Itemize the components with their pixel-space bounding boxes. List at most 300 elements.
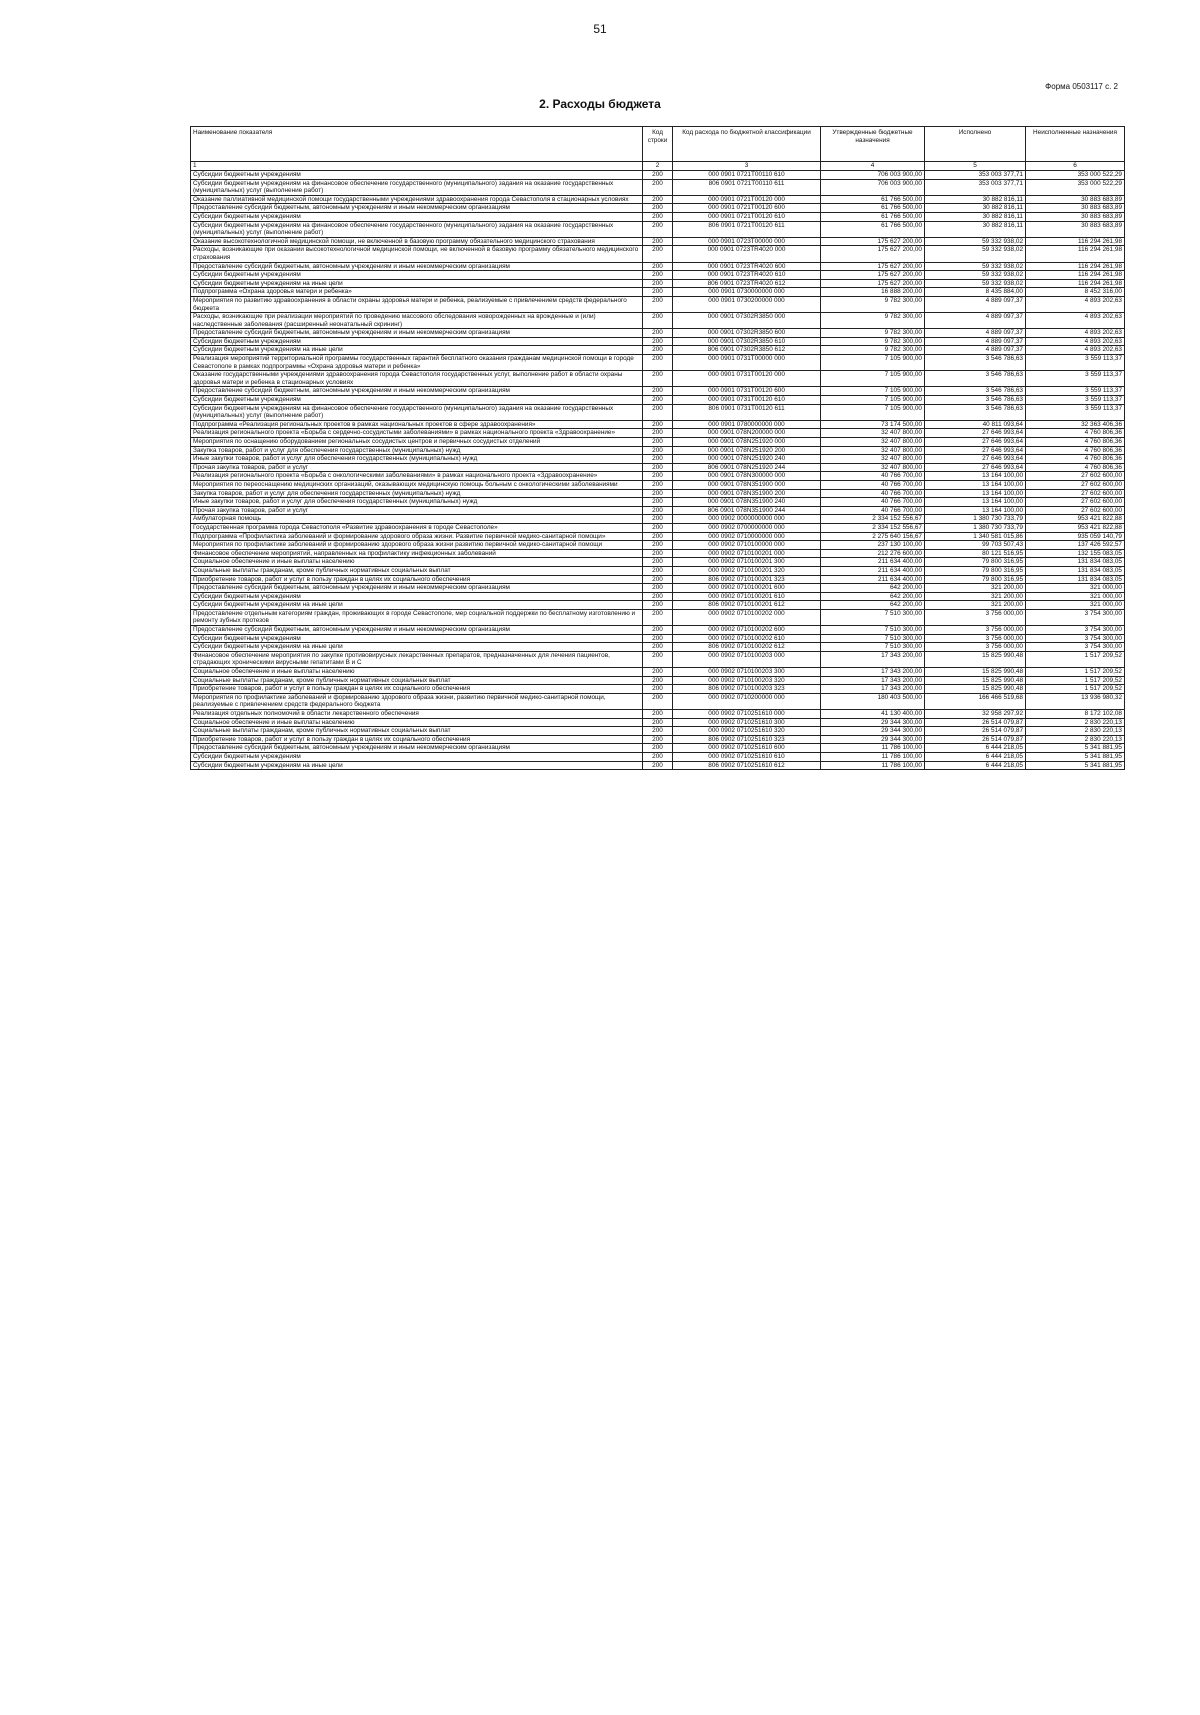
table-row	[191, 171, 1125, 180]
row-unexecuted-amount: 27 602 600,00	[1026, 506, 1125, 515]
column-number: 4	[821, 162, 925, 171]
row-executed-amount: 99 703 507,43	[925, 541, 1026, 550]
row-approved-amount: 7 510 300,00	[821, 634, 925, 643]
row-approved-amount: 40 766 700,00	[821, 506, 925, 515]
row-executed-amount: 27 646 993,64	[925, 455, 1026, 464]
row-classification-code: 806 0901 078N351900 244	[673, 506, 821, 515]
row-unexecuted-amount: 953 421 822,88	[1026, 515, 1125, 524]
table-row	[191, 685, 1125, 694]
row-approved-amount: 9 782 300,00	[821, 329, 925, 338]
row-approved-amount: 7 105 900,00	[821, 355, 925, 371]
row-unexecuted-amount: 131 834 083,05	[1026, 575, 1125, 584]
row-executed-amount: 59 332 938,02	[925, 246, 1026, 262]
row-unexecuted-amount: 3 559 113,37	[1026, 396, 1125, 405]
row-executed-amount: 3 546 786,63	[925, 396, 1026, 405]
row-line-code: 200	[643, 337, 673, 346]
row-name: Расходы, возникающие при реализации мероприятий по проведению массового обследования новорожденных на врожденные и (или) наследственные заболевания (расширенный неонатальный скрининг)	[191, 313, 643, 329]
row-executed-amount: 32 958 297,92	[925, 710, 1026, 719]
table-row	[191, 643, 1125, 652]
table-row	[191, 566, 1125, 575]
row-executed-amount: 3 546 786,63	[925, 404, 1026, 420]
row-classification-code: 000 0901 0731Т00000 000	[673, 355, 821, 371]
row-unexecuted-amount: 4 893 202,63	[1026, 346, 1125, 355]
row-name: Социальные выплаты гражданам, кроме публичных нормативных социальных выплат	[191, 676, 643, 685]
row-line-code: 200	[643, 515, 673, 524]
row-line-code: 200	[643, 404, 673, 420]
row-name: Иные закупки товаров, работ и услуг для обеспечения государственных (муниципальных) нужд	[191, 498, 643, 507]
row-approved-amount: 7 105 900,00	[821, 404, 925, 420]
row-name: Мероприятия по оснащению оборудованием региональных сосудистых центров и первичных сосудистых отделений	[191, 438, 643, 447]
row-classification-code: 806 0901 078N251920 244	[673, 463, 821, 472]
row-line-code: 200	[643, 558, 673, 567]
row-unexecuted-amount: 2 830 220,13	[1026, 718, 1125, 727]
row-classification-code: 000 0901 078N351900 000	[673, 480, 821, 489]
row-approved-amount: 17 343 200,00	[821, 676, 925, 685]
row-classification-code: 000 0902 0710251610 320	[673, 727, 821, 736]
table-row	[191, 668, 1125, 677]
table-row	[191, 355, 1125, 371]
row-name: Субсидии бюджетным учреждениям	[191, 592, 643, 601]
row-unexecuted-amount: 5 341 881,95	[1026, 744, 1125, 753]
row-line-code: 200	[643, 387, 673, 396]
row-approved-amount: 706 003 900,00	[821, 179, 925, 195]
row-classification-code: 000 0902 0710100202 600	[673, 626, 821, 635]
row-classification-code: 000 0901 0721Т00120 000	[673, 195, 821, 204]
row-executed-amount: 3 756 000,00	[925, 626, 1026, 635]
row-unexecuted-amount: 4 760 806,36	[1026, 429, 1125, 438]
table-row	[191, 429, 1125, 438]
row-classification-code: 000 0901 07302R3850 000	[673, 313, 821, 329]
row-approved-amount: 61 766 500,00	[821, 212, 925, 221]
row-line-code: 200	[643, 313, 673, 329]
row-unexecuted-amount: 116 294 261,98	[1026, 271, 1125, 280]
row-classification-code: 000 0902 0710251610 300	[673, 718, 821, 727]
row-name: Прочая закупка товаров, работ и услуг	[191, 463, 643, 472]
row-name: Закупка товаров, работ и услуг для обеспечения государственных (муниципальных) нужд	[191, 489, 643, 498]
row-unexecuted-amount: 4 893 202,63	[1026, 337, 1125, 346]
table-row	[191, 584, 1125, 593]
row-name: Субсидии бюджетным учреждениям	[191, 337, 643, 346]
row-classification-code: 806 0902 0710251610 612	[673, 761, 821, 770]
row-name: Мероприятия по развитию здравоохранения в области охраны здоровья матери и ребенка, реализуемые с привлечением средств федерального бюджета	[191, 296, 643, 312]
row-approved-amount: 29 344 300,00	[821, 735, 925, 744]
column-number: 5	[925, 162, 1026, 171]
row-name: Субсидии бюджетным учреждениям	[191, 634, 643, 643]
row-unexecuted-amount: 27 602 600,00	[1026, 489, 1125, 498]
row-line-code: 200	[643, 480, 673, 489]
row-name: Финансовое обеспечение мероприятий, направленных на профилактику инфекционных заболеваний	[191, 549, 643, 558]
row-name: Приобретение товаров, работ и услуг в пользу граждан в целях их социального обеспечения	[191, 735, 643, 744]
row-executed-amount: 79 800 316,95	[925, 558, 1026, 567]
row-line-code: 200	[643, 288, 673, 297]
row-line-code: 200	[643, 761, 673, 770]
row-name: Социальные выплаты гражданам, кроме публичных нормативных социальных выплат	[191, 566, 643, 575]
row-name: Предоставление субсидий бюджетным, автономным учреждениям и иным некоммерческим организациям	[191, 262, 643, 271]
row-classification-code: 000 0902 0710251610 000	[673, 710, 821, 719]
row-approved-amount: 212 276 600,00	[821, 549, 925, 558]
table-row	[191, 718, 1125, 727]
row-classification-code: 000 0902 0710100201 320	[673, 566, 821, 575]
row-unexecuted-amount: 935 059 140,79	[1026, 532, 1125, 541]
table-row	[191, 727, 1125, 736]
row-executed-amount: 8 435 884,00	[925, 288, 1026, 297]
row-line-code: 200	[643, 237, 673, 246]
row-executed-amount: 40 811 093,64	[925, 420, 1026, 429]
row-classification-code: 000 0902 0710100202 610	[673, 634, 821, 643]
row-name: Закупка товаров, работ и услуг для обеспечения государственных (муниципальных) нужд	[191, 446, 643, 455]
row-executed-amount: 27 646 993,64	[925, 429, 1026, 438]
row-executed-amount: 3 756 000,00	[925, 609, 1026, 625]
row-name: Реализация регионального проекта «Борьба с сердечно-сосудистыми заболеваниями» в рамках национального проекта «Здравоохранение»	[191, 429, 643, 438]
row-classification-code: 000 0901 078N251920 200	[673, 446, 821, 455]
table-row	[191, 710, 1125, 719]
row-name: Реализация регионального проекта «Борьба с онкологическими заболеваниями» в рамках национального проекта «Здравоохранение»	[191, 472, 643, 481]
row-executed-amount: 80 121 516,95	[925, 549, 1026, 558]
table-row	[191, 735, 1125, 744]
row-approved-amount: 9 782 300,00	[821, 313, 925, 329]
row-name: Оказание паллиативной медицинской помощи государственными учреждениями здравоохранения города Севастополя в стационарных условиях	[191, 195, 643, 204]
table-header-row	[191, 127, 1125, 162]
row-executed-amount: 26 514 079,87	[925, 718, 1026, 727]
row-name: Субсидии бюджетным учреждениям на финансовое обеспечение государственного (муниципального) задания на оказание государственных (муниципальных) услуг (выполнение работ)	[191, 404, 643, 420]
table-row	[191, 558, 1125, 567]
row-line-code: 200	[643, 420, 673, 429]
table-row	[191, 592, 1125, 601]
row-executed-amount: 79 800 316,95	[925, 566, 1026, 575]
row-line-code: 200	[643, 204, 673, 213]
row-classification-code: 000 0901 07302R3850 600	[673, 329, 821, 338]
column-header-approved: Утвержденные бюджетные назначения	[821, 127, 925, 162]
row-approved-amount: 706 003 900,00	[821, 171, 925, 180]
row-executed-amount: 3 546 786,63	[925, 355, 1026, 371]
row-classification-code: 000 0902 0710100202 000	[673, 609, 821, 625]
row-executed-amount: 6 444 218,05	[925, 744, 1026, 753]
row-line-code: 200	[643, 195, 673, 204]
table-row	[191, 212, 1125, 221]
row-classification-code: 806 0901 07302R3850 612	[673, 346, 821, 355]
row-approved-amount: 175 627 200,00	[821, 262, 925, 271]
row-unexecuted-amount: 3 754 300,00	[1026, 609, 1125, 625]
row-approved-amount: 29 344 300,00	[821, 727, 925, 736]
row-name: Оказание высокотехнологичной медицинской помощи, не включенной в базовую программу обязательного медицинского страхования	[191, 237, 643, 246]
row-unexecuted-amount: 30 883 683,89	[1026, 212, 1125, 221]
table-row	[191, 651, 1125, 667]
row-executed-amount: 166 466 519,68	[925, 693, 1026, 709]
column-header-line-code: Код строки	[643, 127, 673, 162]
row-classification-code: 806 0901 0721Т00120 611	[673, 221, 821, 237]
row-classification-code: 000 0901 0731Т00120 600	[673, 387, 821, 396]
row-approved-amount: 73 174 500,00	[821, 420, 925, 429]
row-executed-amount: 4 889 097,37	[925, 313, 1026, 329]
row-line-code: 200	[643, 438, 673, 447]
row-name: Мероприятия по профилактике заболеваний и формированию здорового образа жизни развитию первичной медико-санитарной помощи	[191, 541, 643, 550]
row-approved-amount: 7 105 900,00	[821, 396, 925, 405]
row-unexecuted-amount: 8 452 316,00	[1026, 288, 1125, 297]
row-classification-code: 000 0902 0710100203 000	[673, 651, 821, 667]
table-row	[191, 221, 1125, 237]
table-row	[191, 752, 1125, 761]
table-row	[191, 455, 1125, 464]
row-classification-code: 000 0901 0723Т00000 000	[673, 237, 821, 246]
row-approved-amount: 9 782 300,00	[821, 296, 925, 312]
row-unexecuted-amount: 4 760 806,36	[1026, 463, 1125, 472]
row-name: Предоставление субсидий бюджетным, автономным учреждениям и иным некоммерческим организациям	[191, 584, 643, 593]
row-classification-code: 000 0901 0730000000 000	[673, 288, 821, 297]
row-line-code: 200	[643, 396, 673, 405]
table-row	[191, 262, 1125, 271]
row-executed-amount: 6 444 218,05	[925, 761, 1026, 770]
row-classification-code: 806 0902 0710100202 612	[673, 643, 821, 652]
row-approved-amount: 32 407 800,00	[821, 446, 925, 455]
row-unexecuted-amount: 116 294 261,98	[1026, 262, 1125, 271]
row-approved-amount: 175 627 200,00	[821, 271, 925, 280]
row-approved-amount: 7 510 300,00	[821, 626, 925, 635]
row-classification-code: 000 0901 078N351900 240	[673, 498, 821, 507]
row-line-code: 200	[643, 446, 673, 455]
row-executed-amount: 321 200,00	[925, 584, 1026, 593]
row-executed-amount: 27 646 993,64	[925, 446, 1026, 455]
row-executed-amount: 30 882 816,11	[925, 221, 1026, 237]
row-name: Социальное обеспечение и иные выплаты населению	[191, 558, 643, 567]
row-name: Подпрограмма «Охрана здоровья матери и ребенка»	[191, 288, 643, 297]
table-row	[191, 498, 1125, 507]
table-row	[191, 346, 1125, 355]
row-classification-code: 000 0902 0710251610 610	[673, 752, 821, 761]
row-approved-amount: 2 334 152 556,67	[821, 523, 925, 532]
table-row	[191, 296, 1125, 312]
row-classification-code: 000 0901 078N251920 000	[673, 438, 821, 447]
row-executed-amount: 321 200,00	[925, 601, 1026, 610]
row-executed-amount: 27 646 993,64	[925, 463, 1026, 472]
row-classification-code: 000 0902 0710100203 320	[673, 676, 821, 685]
column-number: 2	[643, 162, 673, 171]
row-name: Предоставление субсидий бюджетным, автономным учреждениям и иным некоммерческим организациям	[191, 204, 643, 213]
row-unexecuted-amount: 953 421 822,88	[1026, 523, 1125, 532]
table-row	[191, 626, 1125, 635]
table-row	[191, 371, 1125, 387]
expenses-table	[190, 126, 1125, 770]
row-name: Государственная программа города Севастополя «Развитие здравоохранения в городе Севастополе»	[191, 523, 643, 532]
row-executed-amount: 1 380 730 733,79	[925, 515, 1026, 524]
row-approved-amount: 32 407 800,00	[821, 463, 925, 472]
table-row	[191, 523, 1125, 532]
row-approved-amount: 175 627 200,00	[821, 246, 925, 262]
row-classification-code: 806 0901 0723ТR4020 612	[673, 279, 821, 288]
row-executed-amount: 27 646 993,64	[925, 438, 1026, 447]
row-name: Субсидии бюджетным учреждениям на иные цели	[191, 346, 643, 355]
row-executed-amount: 15 825 990,48	[925, 676, 1026, 685]
row-line-code: 200	[643, 489, 673, 498]
table-row	[191, 204, 1125, 213]
row-line-code: 200	[643, 371, 673, 387]
row-name: Прочая закупка товаров, работ и услуг	[191, 506, 643, 515]
row-line-code: 200	[643, 575, 673, 584]
row-approved-amount: 29 344 300,00	[821, 718, 925, 727]
row-unexecuted-amount: 116 294 261,98	[1026, 246, 1125, 262]
row-line-code: 200	[643, 584, 673, 593]
table-row	[191, 404, 1125, 420]
table-row	[191, 396, 1125, 405]
row-unexecuted-amount: 4 893 202,63	[1026, 313, 1125, 329]
row-name: Реализация отдельных полномочий в области лекарственного обеспечения	[191, 710, 643, 719]
table-row	[191, 480, 1125, 489]
row-classification-code: 000 0901 0721Т00120 600	[673, 204, 821, 213]
row-name: Субсидии бюджетным учреждениям на иные цели	[191, 601, 643, 610]
row-executed-amount: 13 164 100,00	[925, 506, 1026, 515]
row-executed-amount: 26 514 079,87	[925, 727, 1026, 736]
row-approved-amount: 41 130 400,00	[821, 710, 925, 719]
row-unexecuted-amount: 4 760 806,36	[1026, 455, 1125, 464]
row-executed-amount: 1 340 581 015,86	[925, 532, 1026, 541]
row-approved-amount: 61 766 500,00	[821, 204, 925, 213]
row-name: Субсидии бюджетным учреждениям на иные цели	[191, 279, 643, 288]
row-unexecuted-amount: 2 830 220,13	[1026, 735, 1125, 744]
row-approved-amount: 11 786 100,00	[821, 761, 925, 770]
row-executed-amount: 59 332 938,02	[925, 262, 1026, 271]
row-line-code: 200	[643, 455, 673, 464]
row-name: Мероприятия по профилактике заболеваний и формированию здорового образа жизни, развитию первичной медико-санитарной помощи, реализуемые с привлечением средств федерального бюджета	[191, 693, 643, 709]
table-row	[191, 515, 1125, 524]
row-classification-code: 806 0902 0710251610 323	[673, 735, 821, 744]
row-unexecuted-amount: 30 883 683,89	[1026, 204, 1125, 213]
row-executed-amount: 321 200,00	[925, 592, 1026, 601]
row-executed-amount: 13 164 100,00	[925, 472, 1026, 481]
row-executed-amount: 353 003 377,71	[925, 179, 1026, 195]
row-name: Оказание государственными учреждениями здравоохранения города Севастополя государственных услуг, выполнение работ в области охраны здоровья матери и ребенка в стационарных условиях	[191, 371, 643, 387]
row-approved-amount: 2 334 152 556,67	[821, 515, 925, 524]
row-approved-amount: 32 407 800,00	[821, 438, 925, 447]
table-row	[191, 761, 1125, 770]
row-line-code: 200	[643, 246, 673, 262]
row-line-code: 200	[643, 643, 673, 652]
row-executed-amount: 6 444 218,05	[925, 752, 1026, 761]
row-approved-amount: 7 105 900,00	[821, 371, 925, 387]
row-line-code: 200	[643, 463, 673, 472]
row-classification-code: 000 0901 0730200000 000	[673, 296, 821, 312]
row-executed-amount: 4 889 097,37	[925, 329, 1026, 338]
row-unexecuted-amount: 3 559 113,37	[1026, 387, 1125, 396]
row-classification-code: 806 0901 0731Т00120 611	[673, 404, 821, 420]
row-line-code: 200	[643, 549, 673, 558]
row-executed-amount: 79 800 316,95	[925, 575, 1026, 584]
row-name: Предоставление субсидий бюджетным, автономным учреждениям и иным некоммерческим организациям	[191, 744, 643, 753]
table-row	[191, 179, 1125, 195]
row-line-code: 200	[643, 429, 673, 438]
row-executed-amount: 3 546 786,63	[925, 387, 1026, 396]
row-approved-amount: 61 766 500,00	[821, 195, 925, 204]
row-approved-amount: 175 627 200,00	[821, 237, 925, 246]
row-executed-amount: 3 546 786,63	[925, 371, 1026, 387]
row-line-code: 200	[643, 329, 673, 338]
row-classification-code: 000 0902 0710100000 000	[673, 541, 821, 550]
table-row	[191, 676, 1125, 685]
row-line-code: 200	[643, 634, 673, 643]
row-unexecuted-amount: 3 754 300,00	[1026, 634, 1125, 643]
row-classification-code: 000 0902 0710251610 600	[673, 744, 821, 753]
row-name: Приобретение товаров, работ и услуг в пользу граждан в целях их социального обеспечения	[191, 685, 643, 694]
row-line-code: 200	[643, 541, 673, 550]
table-row	[191, 420, 1125, 429]
row-unexecuted-amount: 1 517 209,52	[1026, 651, 1125, 667]
row-line-code: 200	[643, 676, 673, 685]
row-line-code: 200	[643, 735, 673, 744]
table-row	[191, 601, 1125, 610]
row-unexecuted-amount: 3 754 300,00	[1026, 643, 1125, 652]
row-executed-amount: 15 825 990,48	[925, 685, 1026, 694]
row-unexecuted-amount: 27 602 600,00	[1026, 480, 1125, 489]
row-classification-code: 000 0902 0710100201 610	[673, 592, 821, 601]
page-title: 2. Расходы бюджета	[539, 97, 661, 111]
row-unexecuted-amount: 116 294 261,98	[1026, 279, 1125, 288]
row-executed-amount: 30 882 816,11	[925, 204, 1026, 213]
row-approved-amount: 17 343 200,00	[821, 685, 925, 694]
row-unexecuted-amount: 321 000,00	[1026, 584, 1125, 593]
row-executed-amount: 4 889 097,37	[925, 296, 1026, 312]
row-line-code: 200	[643, 506, 673, 515]
row-line-code: 200	[643, 262, 673, 271]
row-classification-code: 000 0901 078N300000 000	[673, 472, 821, 481]
row-name: Субсидии бюджетным учреждениям на иные цели	[191, 761, 643, 770]
row-executed-amount: 59 332 938,02	[925, 279, 1026, 288]
row-classification-code: 000 0901 0723ТR4020 610	[673, 271, 821, 280]
row-unexecuted-amount: 321 000,00	[1026, 592, 1125, 601]
row-classification-code: 000 0901 0721Т00120 610	[673, 212, 821, 221]
row-approved-amount: 32 407 800,00	[821, 429, 925, 438]
row-name: Субсидии бюджетным учреждениям	[191, 396, 643, 405]
row-classification-code: 000 0901 078N351900 200	[673, 489, 821, 498]
table-row	[191, 506, 1125, 515]
table-row	[191, 609, 1125, 625]
row-classification-code: 000 0901 0780000000 000	[673, 420, 821, 429]
table-row	[191, 472, 1125, 481]
row-unexecuted-amount: 132 155 083,05	[1026, 549, 1125, 558]
table-row	[191, 271, 1125, 280]
row-unexecuted-amount: 1 517 209,52	[1026, 668, 1125, 677]
row-line-code: 200	[643, 296, 673, 312]
row-approved-amount: 642 200,00	[821, 584, 925, 593]
table-row	[191, 532, 1125, 541]
column-number: 3	[673, 162, 821, 171]
row-line-code: 200	[643, 179, 673, 195]
row-unexecuted-amount: 116 294 261,98	[1026, 237, 1125, 246]
row-name: Субсидии бюджетным учреждениям на финансовое обеспечение государственного (муниципального) задания на оказание государственных (муниципальных) услуг (выполнение работ)	[191, 221, 643, 237]
row-name: Расходы, возникающие при оказании высокотехнологичной медицинской помощи, не включенной в базовую программу обязательного медицинского страхования	[191, 246, 643, 262]
row-classification-code: 000 0902 0710100201 300	[673, 558, 821, 567]
row-line-code: 200	[643, 752, 673, 761]
row-executed-amount: 15 825 990,48	[925, 651, 1026, 667]
row-executed-amount: 4 889 097,37	[925, 346, 1026, 355]
row-approved-amount: 32 407 800,00	[821, 455, 925, 464]
row-name: Субсидии бюджетным учреждениям	[191, 271, 643, 280]
row-line-code: 200	[643, 609, 673, 625]
row-approved-amount: 9 782 300,00	[821, 346, 925, 355]
row-unexecuted-amount: 13 936 980,32	[1026, 693, 1125, 709]
row-unexecuted-amount: 3 559 113,37	[1026, 371, 1125, 387]
table-row	[191, 549, 1125, 558]
row-unexecuted-amount: 4 760 806,36	[1026, 438, 1125, 447]
column-header-executed: Исполнено	[925, 127, 1026, 162]
row-approved-amount: 9 782 300,00	[821, 337, 925, 346]
row-executed-amount: 4 889 097,37	[925, 337, 1026, 346]
row-line-code: 200	[643, 668, 673, 677]
row-name: Социальное обеспечение и иные выплаты населению	[191, 718, 643, 727]
row-approved-amount: 40 766 700,00	[821, 498, 925, 507]
row-unexecuted-amount: 3 754 300,00	[1026, 626, 1125, 635]
page-number: 51	[593, 22, 607, 36]
column-number: 6	[1026, 162, 1125, 171]
row-unexecuted-amount: 131 834 083,05	[1026, 566, 1125, 575]
table-row	[191, 246, 1125, 262]
